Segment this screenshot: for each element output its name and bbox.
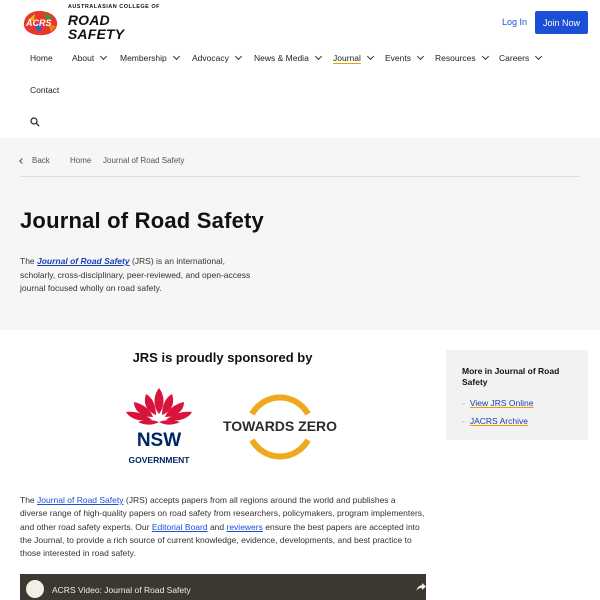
logo-subtitle: AUSTRALASIAN COLLEGE OF bbox=[67, 4, 161, 11]
search-icon[interactable] bbox=[30, 117, 40, 127]
body-text-4: ensure the best papers are accepted into the Journal, to provide a rich source of current knowledge, evidence, developments, and best practice to those interested in road safety. bbox=[20, 521, 420, 559]
nav-label: Journal bbox=[333, 53, 361, 63]
nsw-government-logo[interactable] bbox=[120, 384, 198, 468]
page-hero bbox=[0, 138, 600, 330]
nav-item-contact[interactable]: Contact bbox=[30, 85, 60, 95]
logo-badge-text: ACRS bbox=[26, 18, 52, 28]
site-header bbox=[0, 0, 600, 48]
sidebar-item-jacrs-archive[interactable] bbox=[462, 416, 528, 426]
nsw-text: NSW bbox=[136, 430, 182, 451]
nav-label: Advocacy bbox=[192, 53, 229, 63]
chevron-left-icon bbox=[19, 158, 25, 164]
nav-item-careers[interactable] bbox=[499, 53, 541, 63]
journal-link[interactable]: Journal of Road Safety bbox=[37, 495, 124, 505]
back-link[interactable] bbox=[20, 156, 50, 165]
acrs-logo[interactable] bbox=[20, 4, 170, 42]
nav-label: About bbox=[72, 53, 95, 63]
join-now-button[interactable]: Join Now bbox=[535, 11, 588, 34]
chevron-down-icon bbox=[315, 53, 322, 60]
nav-item-advocacy[interactable] bbox=[192, 53, 241, 63]
intro-prefix: The bbox=[20, 256, 38, 266]
nav-label: Resources bbox=[435, 53, 476, 63]
chevron-down-icon bbox=[417, 53, 424, 60]
nav-item-home[interactable] bbox=[30, 53, 53, 63]
chevron-down-icon bbox=[535, 53, 542, 60]
nav-item-about[interactable] bbox=[72, 53, 106, 63]
dash-icon: - bbox=[462, 398, 465, 408]
acrs-badge-icon bbox=[20, 8, 62, 38]
towards-zero-logo[interactable] bbox=[218, 388, 342, 466]
body-text-2: (JRS) accepts papers from all regions around the world and publishes a diverse range of high-quality papers on road safety from researchers, policymakers, program implementers, and other road safety experts. Our bbox=[20, 495, 425, 532]
sidebar-item-label: View JRS Online bbox=[469, 398, 534, 408]
back-label: Back bbox=[32, 156, 50, 165]
journal-description bbox=[20, 494, 425, 560]
breadcrumb-divider bbox=[20, 176, 580, 177]
video-title[interactable]: ACRS Video: Journal of Road Safety bbox=[52, 585, 191, 595]
nav-item-resources[interactable] bbox=[435, 53, 488, 63]
nav-item-events[interactable] bbox=[385, 53, 423, 63]
chevron-down-icon bbox=[367, 53, 374, 60]
breadcrumb-current: Journal of Road Safety bbox=[103, 156, 185, 165]
sidebar-item-label: JACRS Archive bbox=[469, 416, 528, 426]
login-link[interactable]: Log In bbox=[502, 17, 528, 27]
video-embed[interactable] bbox=[20, 574, 426, 600]
editorial-board-link[interactable]: Editorial Board bbox=[151, 521, 208, 532]
nav-label: Events bbox=[385, 53, 411, 63]
nav-label: News & Media bbox=[254, 53, 309, 63]
towards-zero-text: TOWARDS ZERO bbox=[222, 418, 338, 434]
breadcrumb-home-link[interactable]: Home bbox=[70, 156, 92, 165]
government-text: GOVERNMENT bbox=[128, 455, 190, 465]
page-title: Journal of Road Safety bbox=[20, 208, 264, 233]
nav-item-journal[interactable] bbox=[333, 53, 373, 63]
intro-suffix: (JRS) is an international, scholarly, cross-disciplinary, peer-reviewed, and open-access journal focused wholly on road safety. bbox=[20, 256, 251, 293]
dash-icon: - bbox=[462, 416, 465, 426]
chevron-down-icon bbox=[100, 53, 107, 60]
chevron-down-icon bbox=[235, 53, 242, 60]
nav-item-news-media[interactable] bbox=[254, 53, 321, 63]
breadcrumb bbox=[20, 156, 580, 176]
sponsor-heading: JRS is proudly sponsored by bbox=[132, 350, 313, 365]
body-text-3: and bbox=[207, 521, 227, 532]
chevron-down-icon bbox=[482, 53, 489, 60]
intro-paragraph bbox=[20, 255, 260, 296]
journal-link[interactable]: Journal of Road Safety bbox=[37, 256, 130, 266]
nav-label: Careers bbox=[499, 53, 530, 63]
channel-avatar[interactable] bbox=[26, 580, 44, 598]
chevron-down-icon bbox=[173, 53, 180, 60]
nav-label: Membership bbox=[120, 53, 167, 63]
sidebar-more-links bbox=[446, 350, 588, 440]
nav-item-membership[interactable] bbox=[120, 53, 179, 63]
body-text-1: The bbox=[20, 495, 38, 505]
sidebar-title: More in Journal of Road Safety bbox=[462, 366, 560, 387]
logo-title: ROAD SAFETY bbox=[67, 11, 125, 42]
share-icon[interactable] bbox=[416, 582, 426, 592]
nav-label: Home bbox=[30, 53, 53, 63]
sidebar-item-view-jrs-online[interactable] bbox=[462, 398, 533, 408]
reviewers-link[interactable]: reviewers bbox=[226, 521, 263, 532]
